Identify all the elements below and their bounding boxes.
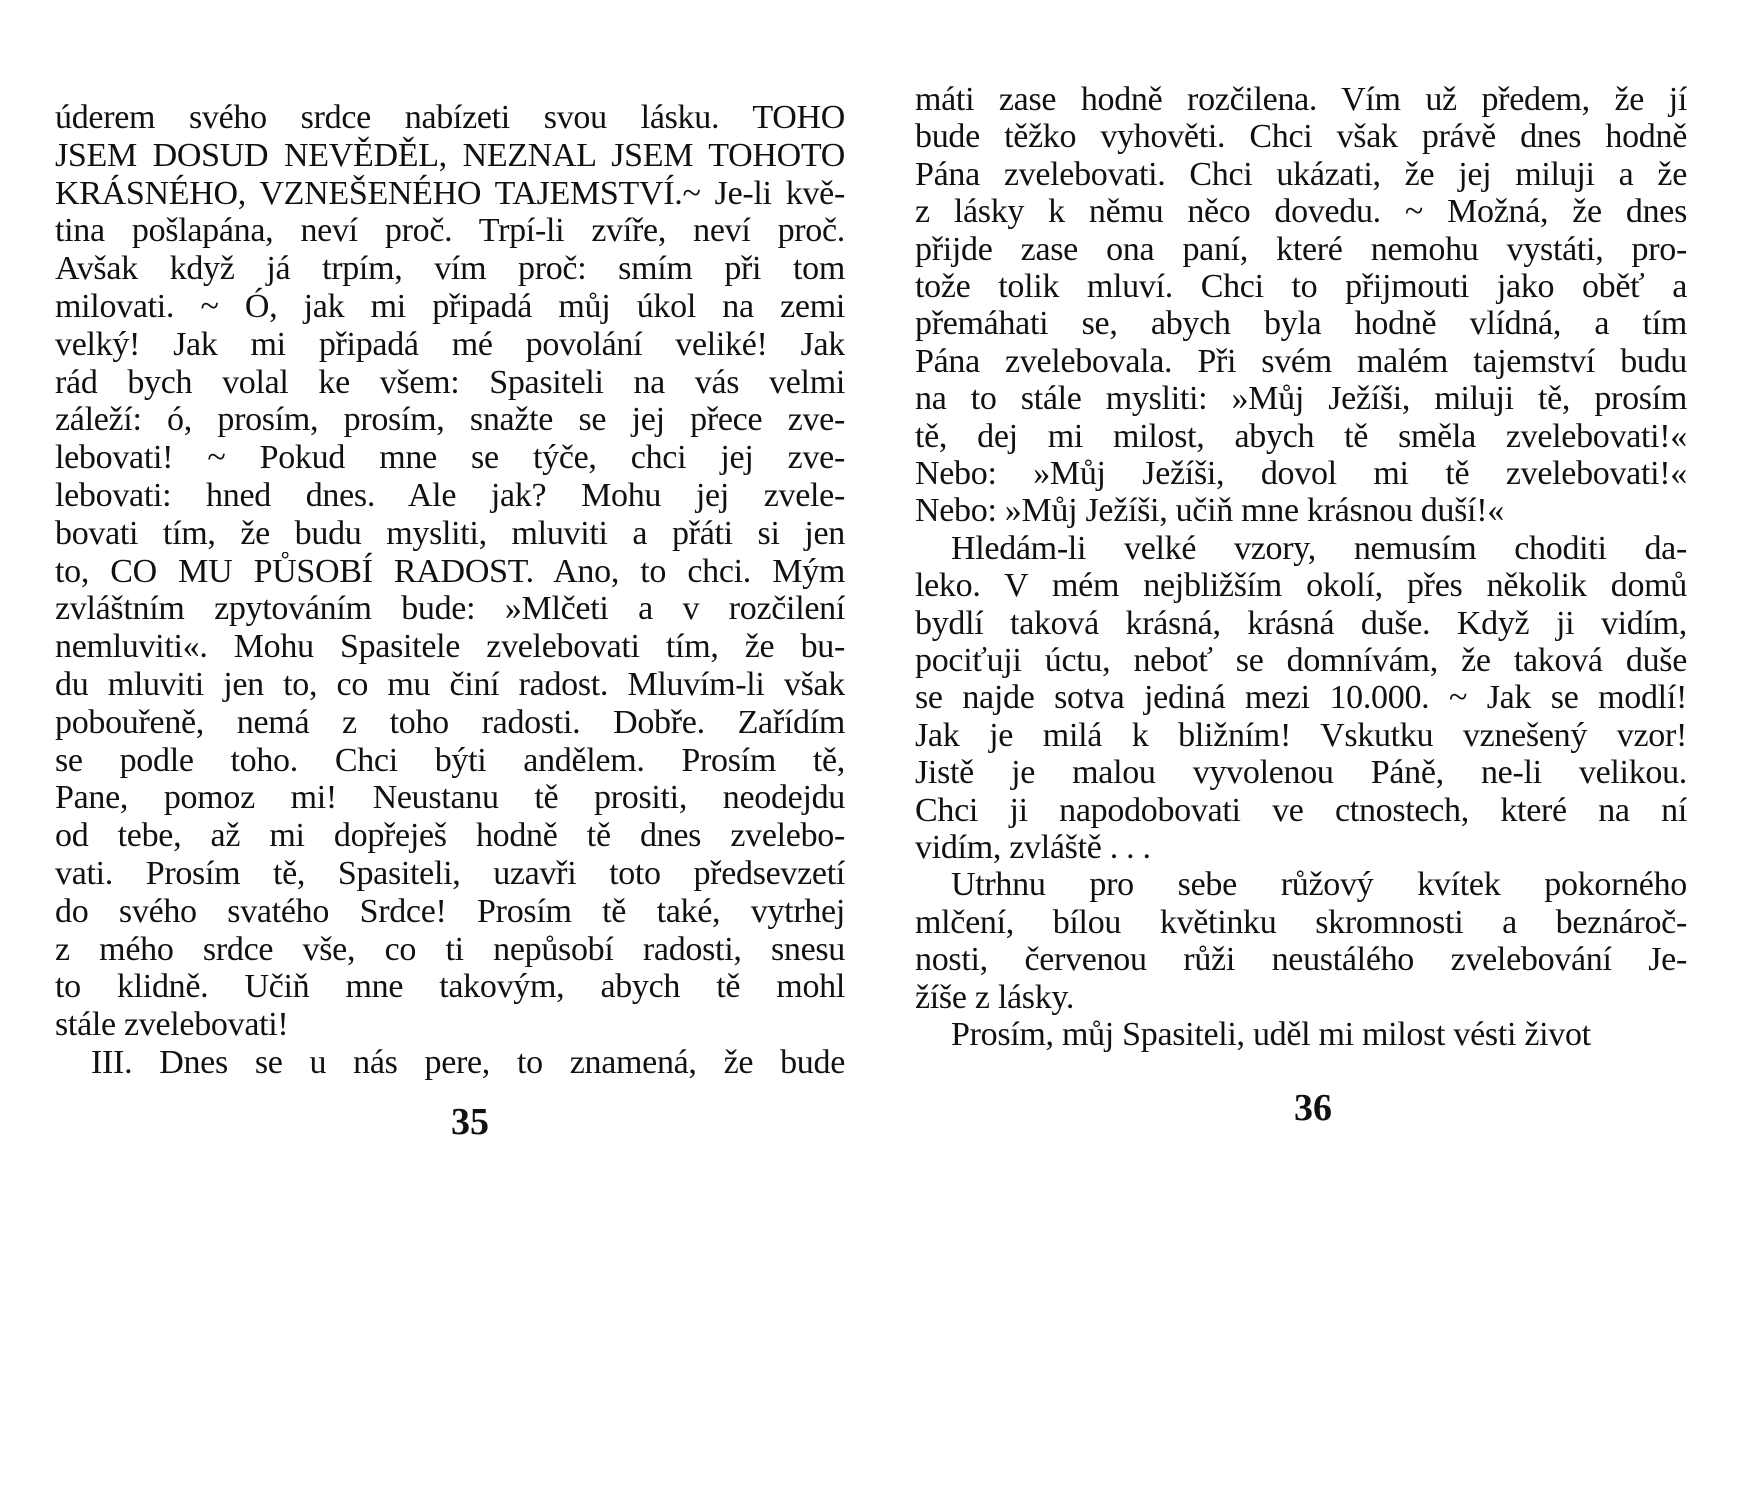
text-line: se podle toho. Chci býti andělem. Prosím tě, — [55, 741, 845, 779]
text-line: do svého svatého Srdce! Prosím tě také, vytrhej — [55, 892, 845, 930]
text-line: Utrhnu pro sebe růžový kvítek pokorného — [951, 866, 1687, 904]
text-line: Avšak když já trpím, vím proč: smím při tom — [55, 250, 845, 288]
text-line: na to stále mysliti: »Můj Ježíši, miluji tě, prosím — [915, 380, 1687, 418]
text-line: bovati tím, že budu mysliti, mluviti a přáti si jen — [55, 514, 845, 552]
text-line: Nebo: »Můj Ježíši, dovol mi tě zvelebovati!« — [915, 455, 1687, 492]
text-line: mlčení, bílou květinku skromnosti a beznároč- — [915, 903, 1687, 941]
text-line: Pane, pomoz mi! Neustanu tě prositi, neodejdu — [55, 779, 845, 817]
text-line: úderem svého srdce nabízeti svou lásku. TOHO — [55, 99, 845, 136]
text-line: z mého srdce vše, co ti nepůsobí radosti, snesu — [55, 930, 845, 968]
text-line: rád bych volal ke všem: Spasiteli na vás velmi — [55, 363, 845, 401]
text-line: tina pošlapána, neví proč. Trpí-li zvíře, neví proč. — [55, 212, 845, 250]
left-page — [55, 0, 845, 1500]
text-line: Nebo: »Můj Ježíši, učiň mne krásnou duší!« — [915, 492, 1504, 530]
text-line: přemáhati se, abych byla hodně vlídná, a tím — [915, 305, 1687, 343]
text-line: lebovati: hned dnes. Ale jak? Mohu jej zvele- — [55, 477, 845, 514]
text-line: to, CO MU PŮSOBÍ RADOST. Ano, to chci. Mým — [55, 552, 845, 590]
text-line: záleží: ó, prosím, prosím, snažte se jej přece zve- — [55, 401, 845, 439]
text-line: KRÁSNÉHO, VZNEŠENÉHO TAJEMSTVÍ.~ Je-li kvě- — [55, 174, 845, 212]
text-line: lebovati! ~ Pokud mne se týče, chci jej zve- — [55, 439, 845, 477]
text-line: Chci ji napodobovati ve ctnostech, které na ní — [915, 791, 1687, 829]
text-line: tože tolik mluví. Chci to přijmouti jako oběť a — [915, 268, 1687, 305]
page-number: 35 — [451, 1101, 489, 1143]
text-line: pociťuji úctu, neboť se domnívám, že taková duše — [915, 642, 1687, 679]
text-line: vidím, zvláště . . . — [915, 829, 1151, 866]
text-line: přijde zase ona paní, které nemohu vystáti, pro- — [915, 230, 1687, 268]
text-line: nemluviti«. Mohu Spasitele zvelebovati tím, že bu- — [55, 628, 845, 666]
text-line: pobouřeně, nemá z toho radosti. Dobře. Zařídím — [55, 703, 845, 741]
text-line: žíše z lásky. — [915, 978, 1075, 1016]
text-line: stále zvelebovati! — [55, 1006, 289, 1044]
text-line: Jistě je malou vyvolenou Páně, ne-li velikou. — [915, 754, 1687, 792]
text-line: velký! Jak mi připadá mé povolání veliké! Jak — [55, 325, 845, 363]
text-line: du mluviti jen to, co mu činí radost. Mluvím-li však — [55, 666, 845, 703]
text-line: III. Dnes se u nás pere, to znamená, že bude — [91, 1044, 845, 1081]
text-line: Pána zvelebovala. Při svém malém tajemství budu — [915, 342, 1687, 380]
text-line: zvláštním zpytováním bude: »Mlčeti a v rozčilení — [55, 590, 845, 628]
text-line: nosti, červenou růži neustálého zvelebování Je- — [915, 941, 1687, 979]
text-line: Hledám-li velké vzory, nemusím choditi da- — [951, 529, 1687, 567]
text-line: Prosím, můj Spasiteli, uděl mi milost vésti život — [951, 1016, 1591, 1053]
text-line: bydlí taková krásná, krásná duše. Když ji vidím, — [915, 604, 1687, 642]
text-line: se najde sotva jediná mezi 10.000. ~ Jak se modlí! — [915, 679, 1687, 717]
text-line: tě, dej mi milost, abych tě směla zvelebovati!« — [915, 417, 1687, 455]
page-number: 36 — [1294, 1087, 1332, 1129]
text-line: milovati. ~ Ó, jak mi připadá můj úkol na zemi — [55, 288, 845, 325]
text-line: z lásky k němu něco dovedu. ~ Možná, že dnes — [915, 193, 1687, 231]
text-line: Jak je milá k bližním! Vskutku vznešený vzor! — [915, 716, 1687, 754]
text-line: JSEM DOSUD NEVĚDĚL, NEZNAL JSEM TOHOTO — [55, 136, 845, 174]
text-line: vati. Prosím tě, Spasiteli, uzavři toto předsevzetí — [55, 855, 845, 892]
right-page — [915, 0, 1687, 1500]
text-line: leko. V mém nejbližším okolí, přes několik domů — [915, 567, 1687, 605]
text-line: máti zase hodně rozčilena. Vím už předem, že jí — [915, 81, 1687, 118]
text-line: bude těžko vyhověti. Chci však právě dnes hodně — [915, 118, 1687, 156]
text-line: to klidně. Učiň mne takovým, abych tě mohl — [55, 968, 845, 1006]
text-line: od tebe, až mi dopřeješ hodně tě dnes zvelebo- — [55, 817, 845, 855]
text-line: Pána zvelebovati. Chci ukázati, že jej miluji a že — [915, 155, 1687, 193]
